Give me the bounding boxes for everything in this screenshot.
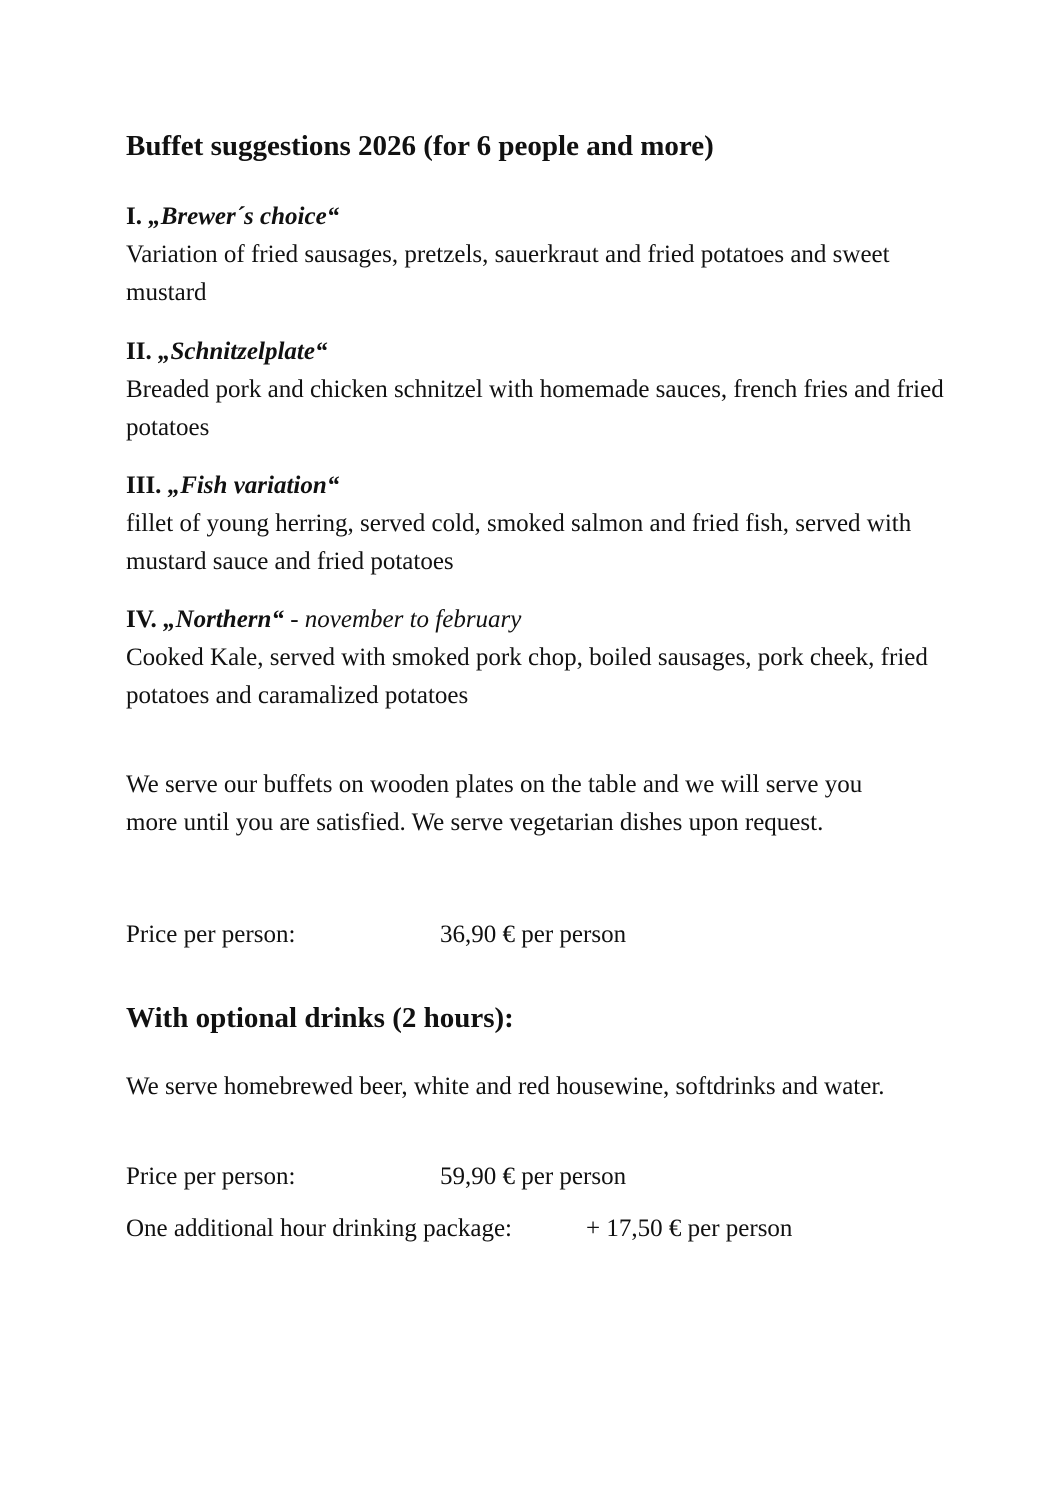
item-name: „Schnitzelplate“ — [157, 338, 328, 365]
item-description: Cooked Kale, served with smoked pork chop, boiled sausages, pork cheek, fried potatoes and caramalized potatoes — [126, 644, 928, 709]
item-description: Breaded pork and chicken schnitzel with homemade sauces, french fries and fried potatoes — [126, 376, 944, 441]
drinks-price-row — [126, 1158, 626, 1196]
drinks-description: We serve homebrewed beer, white and red housewine, softdrinks and water. — [126, 1073, 885, 1100]
price-value: 36,90 € per person — [440, 921, 627, 948]
buffet-item-brewers-choice — [126, 198, 946, 312]
service-note: We serve our buffets on wooden plates on the table and we will serve you more until you are satisfied. We serve vegetarian dishes upon request. — [126, 771, 863, 836]
item-name: „Brewer´s choice“ — [148, 203, 340, 230]
buffet-item-heading — [126, 467, 946, 505]
buffet-price-row — [126, 916, 626, 954]
buffet-item-schnitzelplate — [126, 333, 946, 447]
item-description: Variation of fried sausages, pretzels, sauerkraut and fried potatoes and sweet mustard — [126, 241, 890, 306]
additional-hour-value: + 17,50 € per person — [586, 1215, 793, 1242]
item-season-note: - november to february — [283, 606, 522, 633]
buffet-item-heading — [126, 198, 946, 236]
item-name: „Northern“ — [163, 606, 284, 633]
price-value: 59,90 € per person — [440, 1163, 627, 1190]
price-label: Price per person: — [126, 1163, 296, 1190]
item-name: „Fish variation“ — [167, 472, 340, 499]
drinks-heading: With optional drinks (2 hours): — [126, 1002, 514, 1034]
item-description: fillet of young herring, served cold, smoked salmon and fried fish, served with mustard sauce and fried potatoes — [126, 510, 912, 575]
buffet-item-fish-variation — [126, 467, 946, 581]
item-numeral: III. — [126, 472, 162, 499]
item-numeral: IV. — [126, 606, 157, 633]
additional-hour-row — [126, 1210, 792, 1248]
page-title: Buffet suggestions 2026 (for 6 people and more) — [126, 130, 714, 162]
buffet-item-heading — [126, 333, 946, 371]
buffet-item-northern — [126, 601, 946, 715]
item-numeral: II. — [126, 338, 152, 365]
buffet-item-heading — [126, 601, 946, 639]
price-label: Price per person: — [126, 921, 296, 948]
item-numeral: I. — [126, 203, 142, 230]
additional-hour-label: One additional hour drinking package: — [126, 1215, 512, 1242]
